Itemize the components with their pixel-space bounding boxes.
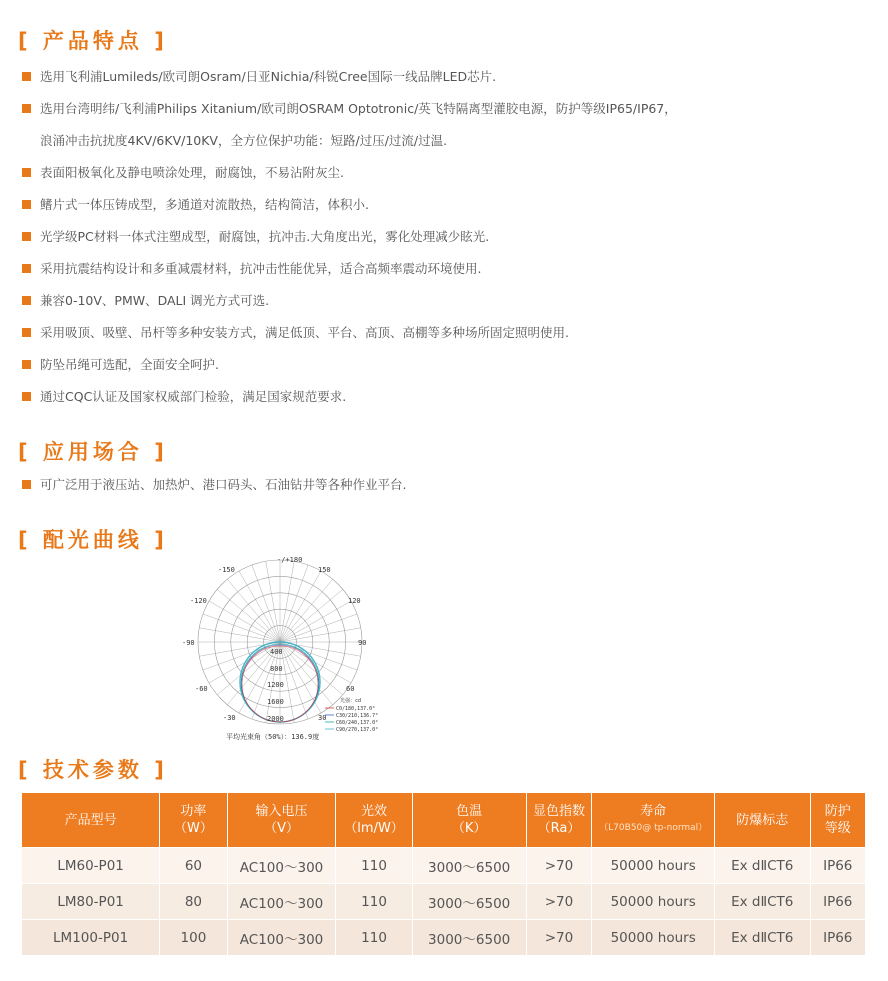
polar-light-distribution-diagram [180,552,400,742]
cell-cri: >70 [526,884,592,920]
bullet-icon [22,72,31,81]
features-list [22,64,872,405]
header-power: 功率 （W） [160,793,227,848]
header-model: 产品型号 [22,793,160,848]
average-beam-angle-label: 平均光束角（50%）：136.9度 [226,733,320,741]
cell-cri: >70 [526,920,592,956]
spec-table-header-row [22,793,866,848]
cell-model: LM100-P01 [22,920,160,956]
cell-efficacy: 110 [336,884,412,920]
legend-item-c60: C60/240,137.0° [336,720,379,726]
table-row [22,920,866,956]
feature-item-continuation: 浪涌冲击抗扰度4KV/6KV/10KV，全方位保护功能：短路/过压/过流/过温. [40,133,448,148]
cell-lifetime: 50000 hours [592,884,715,920]
feature-item: 通过CQC认证及国家权威部门检验，满足国家规范要求. [22,389,872,405]
feature-item: 表面阳极氧化及静电喷涂处理，耐腐蚀，不易沾附灰尘. [22,165,872,181]
cell-explosion-mark: Ex dⅡCT6 [714,920,810,956]
cell-cri: >70 [526,848,592,884]
radial-label-400: 400 [270,648,283,656]
header-ip-rating: 防护 等级 [810,793,866,848]
radial-label-800: 800 [270,665,283,673]
feature-item: 选用台湾明纬/飞利浦Philips Xitanium/欧司朗OSRAM Optotronic/英飞特隔离型灌胶电源，防护等级IP65/IP67， [22,101,872,117]
applications-section-title: [ 应用场合 ] [18,440,168,464]
unit-label: 光强：cd [340,698,362,704]
angle-label-180: -/+180 [277,556,303,564]
cell-cct: 3000～6500 [412,920,526,956]
angle-label-60: 60 [346,685,355,693]
header-efficacy: 光效 （lm/W） [336,793,412,848]
cell-voltage: AC100～300 [227,848,336,884]
angle-label-neg60: -60 [195,685,208,693]
bullet-icon [22,296,31,305]
cell-efficacy: 110 [336,848,412,884]
radial-label-1600: 1600 [267,698,284,706]
bullet-icon [22,168,31,177]
angle-label-30: 30 [318,714,327,722]
angle-label-90: 90 [358,639,367,647]
feature-item: 选用飞利浦Lumileds/欧司朗Osram/日亚Nichia/科锐Cree国际一线品牌LED芯片. [22,69,872,85]
table-row [22,848,866,884]
cell-ip-rating: IP66 [810,884,866,920]
radial-label-1200: 1200 [267,681,284,689]
bullet-icon [22,392,31,401]
features-section-title: [ 产品特点 ] [18,29,168,53]
bullet-icon [22,264,31,273]
legend-item-c30: C30/210,136.7° [336,713,379,719]
angle-label-neg150: -150 [218,566,235,574]
cell-voltage: AC100～300 [227,884,336,920]
feature-item: 鳍片式一体压铸成型，多通道对流散热，结构简洁，体积小. [22,197,872,213]
application-item: 可广泛用于液压站、加热炉、港口码头、石油钻井等各种作业平台. [22,477,406,493]
cell-lifetime: 50000 hours [592,848,715,884]
cell-power: 80 [160,884,227,920]
cell-model: LM80-P01 [22,884,160,920]
bullet-icon [22,328,31,337]
angle-label-neg120: -120 [190,597,207,605]
cell-model: LM60-P01 [22,848,160,884]
legend-item-c0: C0/180,137.0° [336,706,376,712]
bullet-icon [22,104,31,113]
spec-table [21,792,866,956]
cell-explosion-mark: Ex dⅡCT6 [714,884,810,920]
header-lifetime: 寿命 （L70B50@ tp-normal） [592,793,715,848]
feature-item: 采用抗震结构设计和多重减震材料，抗冲击性能优异，适合高频率震动环境使用. [22,261,872,277]
angle-label-neg90: -90 [182,639,195,647]
feature-item: 采用吸顶、吸壁、吊杆等多种安装方式，满足低顶、平台、高顶、高棚等多种场所固定照明使用. [22,325,872,341]
cell-cct: 3000～6500 [412,884,526,920]
feature-item: 防坠吊绳可选配，全面安全呵护. [22,357,872,373]
radial-label-2000: 2000 [267,715,284,723]
bullet-icon [22,480,31,489]
angle-label-120: 120 [348,597,361,605]
cell-power: 100 [160,920,227,956]
bullet-icon [22,232,31,241]
applications-list [22,477,406,493]
cell-explosion-mark: Ex dⅡCT6 [714,848,810,884]
header-voltage: 输入电压 （V） [227,793,336,848]
feature-item: 兼容0-10V、PMW、DALI 调光方式可选. [22,293,872,309]
bullet-icon [22,360,31,369]
angle-label-150: 150 [318,566,331,574]
cell-lifetime: 50000 hours [592,920,715,956]
cell-efficacy: 110 [336,920,412,956]
tech-params-section-title: [ 技术参数 ] [18,758,168,782]
header-cri: 显色指数 （Ra） [526,793,592,848]
cell-power: 60 [160,848,227,884]
legend-item-c90: C90/270,137.0° [336,727,379,733]
cell-cct: 3000～6500 [412,848,526,884]
cell-ip-rating: IP66 [810,920,866,956]
light-curve-section-title: [ 配光曲线 ] [18,528,168,552]
bullet-icon [22,200,31,209]
header-explosion-mark: 防爆标志 [714,793,810,848]
cell-ip-rating: IP66 [810,848,866,884]
angle-label-neg30: -30 [223,714,236,722]
cell-voltage: AC100～300 [227,920,336,956]
table-row [22,884,866,920]
feature-item: 光学级PC材料一体式注塑成型，耐腐蚀，抗冲击.大角度出光，雾化处理减少眩光. [22,229,872,245]
header-cct: 色温 （K） [412,793,526,848]
